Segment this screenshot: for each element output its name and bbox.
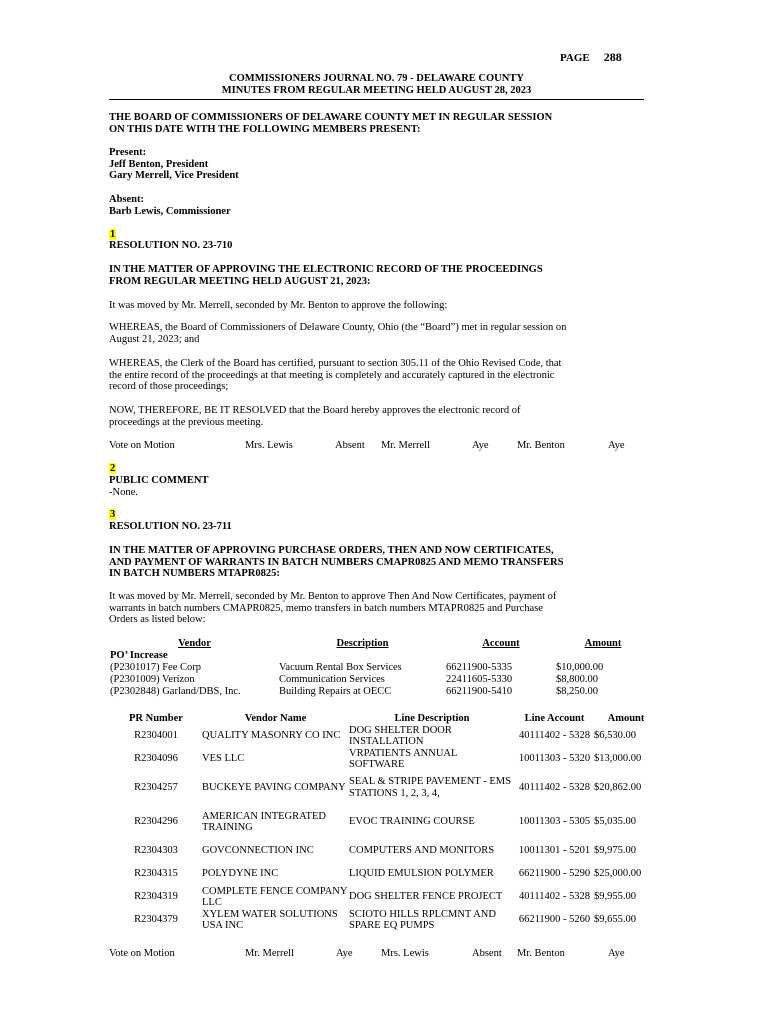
table-row xyxy=(110,674,650,686)
item-3-title xyxy=(109,545,644,580)
item-1-moved: It was moved by Mr. Merrell, seconded by Mr. Benton to approve the following: xyxy=(109,300,448,311)
pr-line-account: 40111402 - 5328 xyxy=(519,730,590,742)
pr-amount: $13,000.00 xyxy=(594,753,642,765)
journal-line-1: COMMISSIONERS JOURNAL NO. 79 - DELAWARE COUNTY xyxy=(229,73,524,84)
vote-value-3: Aye xyxy=(608,948,625,959)
pr-line-account: 40111402 - 5328 xyxy=(519,891,590,903)
po-increase-table xyxy=(110,638,650,698)
item-1-title-line-2: FROM REGULAR MEETING HELD AUGUST 21, 2023: xyxy=(109,275,371,287)
table-row xyxy=(110,863,658,886)
pr-number: R2304303 xyxy=(134,845,178,857)
resolution-23-711: RESOLUTION NO. 23-711 xyxy=(109,521,232,532)
po-vendor: (P2302848) Garland/DBS, Inc. xyxy=(110,686,241,697)
pr-amount: $25,000.00 xyxy=(594,868,642,880)
page-number-value: 288 xyxy=(603,50,622,64)
vote-value-3: Aye xyxy=(608,440,625,451)
po-header-account: Account xyxy=(482,638,520,649)
table-row xyxy=(110,840,658,863)
header-divider xyxy=(109,99,644,100)
intro-line-1: THE BOARD OF COMMISSIONERS OF DELAWARE COUNTY MET IN REGULAR SESSION xyxy=(109,112,553,123)
intro-heading xyxy=(109,112,644,135)
po-account: 66211900-5410 xyxy=(446,686,513,697)
pr-line-description: DOG SHELTER FENCE PROJECT xyxy=(349,891,503,903)
po-account: 66211900-5335 xyxy=(446,662,513,673)
pr-amount: $20,862.00 xyxy=(594,781,642,793)
item-3-moved-line-3: Orders as listed below: xyxy=(109,614,206,625)
table-row xyxy=(110,771,658,805)
po-description: Building Repairs at OECC xyxy=(279,686,392,697)
vote-value-1: Absent xyxy=(335,440,365,451)
pr-amount: $9,975.00 xyxy=(594,845,636,857)
item-3-marker xyxy=(109,509,644,521)
pr-line-description: SCIOTO HILLS RPLCMNT AND SPARE EQ PUMPS xyxy=(349,908,496,931)
pr-header-row xyxy=(110,713,658,725)
item-3-title-line-1: IN THE MATTER OF APPROVING PURCHASE ORDERS, THEN AND NOW CERTIFICATES, xyxy=(109,545,554,556)
pr-vendor-name: BUCKEYE PAVING COMPANY xyxy=(202,781,346,793)
pr-line-description: LIQUID EMULSION POLYMER xyxy=(349,868,494,880)
pr-amount: $5,035.00 xyxy=(594,816,636,828)
pr-line-description: SEAL & STRIPE PAVEMENT - EMS STATIONS 1, 2, 3, 4, xyxy=(349,776,511,799)
pr-vendor-name: VES LLC xyxy=(202,753,245,765)
pr-number: R2304315 xyxy=(134,868,178,880)
resolved-line-1: NOW, THEREFORE, BE IT RESOLVED that the Board hereby approves the electronic record of xyxy=(109,405,521,416)
pr-number: R2304296 xyxy=(134,816,178,828)
vote-value-2: Absent xyxy=(472,948,502,959)
item-number: 3 xyxy=(110,509,116,520)
vote-label: Vote on Motion xyxy=(109,948,175,959)
po-header-row xyxy=(110,638,650,650)
vote-member-3: Mr. Benton xyxy=(517,440,565,451)
pr-line-description: COMPUTERS AND MONITORS xyxy=(349,845,495,857)
pr-line-account: 66211900 - 5260 xyxy=(518,914,591,926)
po-amount: $8,250.00 xyxy=(556,686,598,697)
po-amount: $8,800.00 xyxy=(556,674,598,685)
vote-value-1: Aye xyxy=(336,948,353,959)
resolution-23-710: RESOLUTION NO. 23-710 xyxy=(109,240,233,251)
pr-amount: $6,530.00 xyxy=(594,730,636,742)
po-header-description: Description xyxy=(336,638,389,649)
po-account: 22411605-5330 xyxy=(446,674,513,685)
vote-member-2: Mrs. Lewis xyxy=(381,948,429,959)
whereas-2-line-2: the entire record of the proceedings at that meeting is completely and accurately captured in the electronic xyxy=(109,369,555,381)
vote-member-1: Mr. Merrell xyxy=(245,948,294,959)
pr-header-vendor: Vendor Name xyxy=(244,713,307,724)
whereas-2-line-1: WHEREAS, the Clerk of the Board has certified, pursuant to section 305.11 of the Ohio Revised Code, that xyxy=(109,358,562,369)
vote-member-1: Mrs. Lewis xyxy=(245,440,293,451)
pr-number: R2304001 xyxy=(134,730,178,742)
po-section-label: PO’ Increase xyxy=(110,650,168,661)
pr-vendor-name: POLYDYNE INC xyxy=(202,868,279,880)
page-number xyxy=(560,50,622,65)
pr-line-account: 10011303 - 5305 xyxy=(518,816,591,828)
pr-header-number: PR Number xyxy=(129,713,183,724)
pr-number: R2304379 xyxy=(134,914,178,926)
page-label: PAGE xyxy=(560,52,590,64)
vote-label: Vote on Motion xyxy=(109,440,175,451)
whereas-1-line-1: WHEREAS, the Board of Commissioners of Delaware County, Ohio (the “Board”) met in regular session on xyxy=(109,322,567,333)
table-row xyxy=(110,805,658,840)
vote-member-2: Mr. Merrell xyxy=(381,440,430,451)
pr-amount: $9,955.00 xyxy=(594,891,636,903)
po-description: Communication Services xyxy=(279,674,385,685)
item-3-title-line-2: AND PAYMENT OF WARRANTS IN BATCH NUMBERS CMAPR0825 AND MEMO TRANSFERS xyxy=(109,556,564,568)
item-2-marker xyxy=(109,463,644,475)
pr-line-account: 66211900 - 5290 xyxy=(518,868,591,880)
pr-number: R2304257 xyxy=(134,781,178,793)
item-1-whereas-2 xyxy=(109,358,644,393)
pr-line-description: VRPATIENTS ANNUAL SOFTWARE xyxy=(349,747,458,770)
present-block xyxy=(109,147,644,182)
item-3-vote xyxy=(109,948,644,960)
absent-block xyxy=(109,194,644,217)
public-comment-text: -None. xyxy=(109,487,138,498)
item-3-moved-line-2: warrants in batch numbers CMAPR0825, memo transfers in batch numbers MTAPR0825 and Purchase xyxy=(109,602,543,614)
po-amount: $10,000.00 xyxy=(556,662,604,673)
po-header-amount: Amount xyxy=(584,638,622,649)
pr-header-description: Line Description xyxy=(394,713,470,724)
pr-vendor-name: GOVCONNECTION INC xyxy=(202,845,314,857)
table-row xyxy=(110,662,650,674)
pr-header-amount: Amount xyxy=(607,713,645,724)
table-row xyxy=(110,725,658,748)
item-1-marker xyxy=(109,229,644,241)
pr-number: R2304096 xyxy=(134,753,178,765)
item-number: 2 xyxy=(110,463,116,474)
pr-line-account: 10011303 - 5320 xyxy=(518,753,591,765)
po-description: Vacuum Rental Box Services xyxy=(279,662,402,673)
table-row xyxy=(110,748,658,771)
journal-title xyxy=(109,73,644,97)
pr-line-account: 10011301 - 5201 xyxy=(518,845,591,857)
vote-member-3: Mr. Benton xyxy=(517,948,565,959)
item-3-moved-line-1: It was moved by Mr. Merrell, seconded by Mr. Benton to approve Then And Now Certificates, payment of xyxy=(109,591,557,602)
pr-vendor-name: QUALITY MASONRY CO INC xyxy=(202,730,341,742)
pr-line-description: DOG SHELTER DOOR INSTALLATION xyxy=(349,724,452,747)
item-1-title xyxy=(109,264,644,287)
resolved-line-2: proceedings at the previous meeting. xyxy=(109,416,264,428)
pr-amount: $9,655.00 xyxy=(594,914,636,926)
pr-vendor-name: COMPLETE FENCE COMPANY LLC xyxy=(202,885,348,908)
whereas-2-line-3: record of those proceedings; xyxy=(109,381,229,392)
item-1-vote xyxy=(109,440,644,452)
pr-vendor-name: AMERICAN INTEGRATED TRAINING xyxy=(202,810,326,833)
purchase-requisition-table xyxy=(110,713,658,932)
present-member-2: Gary Merrell, Vice President xyxy=(109,170,239,181)
pr-number: R2304319 xyxy=(134,891,178,903)
public-comment-title: PUBLIC COMMENT xyxy=(109,475,209,486)
table-row xyxy=(110,686,650,698)
item-3-moved xyxy=(109,591,644,626)
po-section-row xyxy=(110,650,650,662)
po-header-vendor: Vendor xyxy=(178,638,211,649)
item-1-title-line-1: IN THE MATTER OF APPROVING THE ELECTRONIC RECORD OF THE PROCEEDINGS xyxy=(109,264,543,275)
pr-line-account: 40111402 - 5328 xyxy=(519,781,590,793)
item-1-whereas-1 xyxy=(109,322,644,345)
pr-header-account: Line Account xyxy=(524,713,585,724)
vote-value-2: Aye xyxy=(472,440,489,451)
po-vendor: (P2301009) Verizon xyxy=(110,674,195,685)
journal-line-2: MINUTES FROM REGULAR MEETING HELD AUGUST 28, 2023 xyxy=(221,85,532,96)
present-label: Present: xyxy=(109,147,147,158)
whereas-1-line-2: August 21, 2023; and xyxy=(109,333,200,345)
table-row xyxy=(110,909,658,932)
absent-member-1: Barb Lewis, Commissioner xyxy=(109,205,231,217)
present-member-1: Jeff Benton, President xyxy=(109,158,209,170)
po-vendor: (P2301017) Fee Corp xyxy=(110,662,201,673)
item-3-title-line-3: IN BATCH NUMBERS MTAPR0825: xyxy=(109,568,280,579)
table-row xyxy=(110,886,658,909)
pr-vendor-name: XYLEM WATER SOLUTIONS USA INC xyxy=(202,908,338,931)
item-number: 1 xyxy=(110,229,116,240)
absent-label: Absent: xyxy=(109,194,145,205)
intro-line-2: ON THIS DATE WITH THE FOLLOWING MEMBERS PRESENT: xyxy=(109,123,421,135)
item-1-resolved xyxy=(109,405,644,428)
pr-line-description: EVOC TRAINING COURSE xyxy=(349,816,475,828)
